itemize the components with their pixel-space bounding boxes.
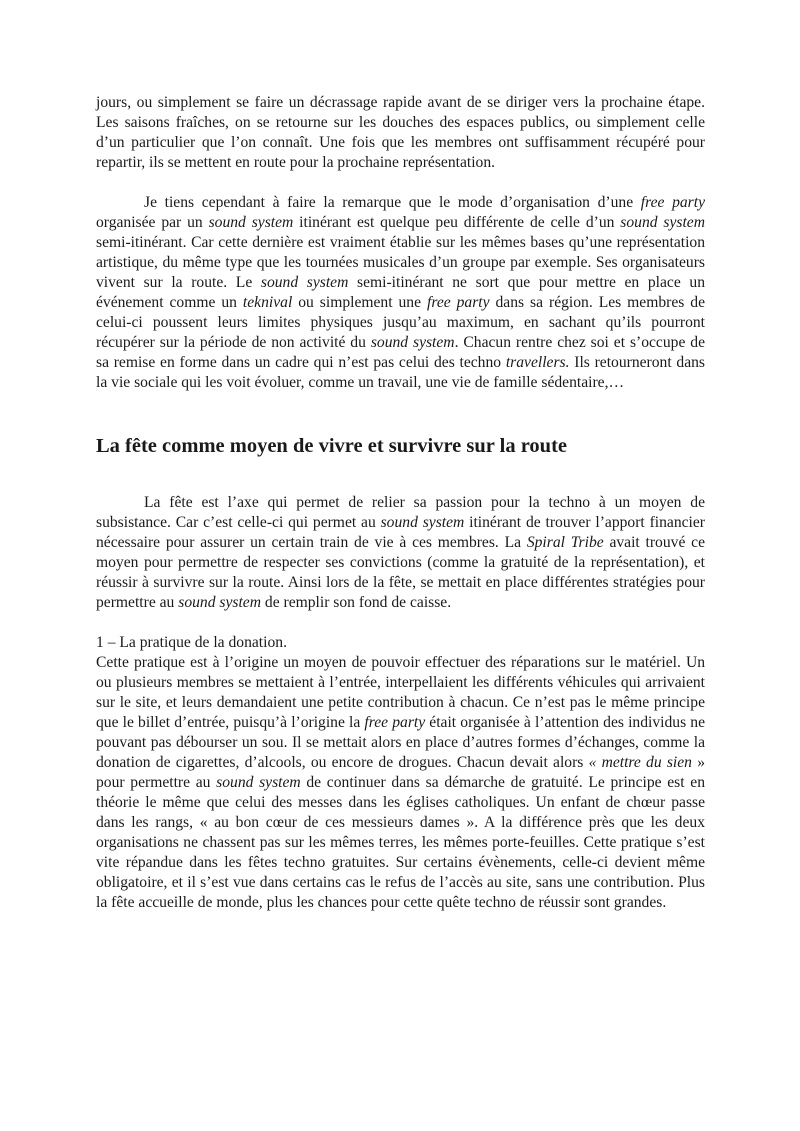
italic-term: teknival: [242, 294, 293, 311]
text-run: de continuer dans sa démarche de gratuité. Le principe est en théorie le même que celui des messes dans les églises catholiques. Un enfant de chœur passe dans les rangs, « au bon cœur de ces messieurs dames ». A la différence près que les deux organisations ne chassent pas sur les mêmes terres, les mêmes porte-feuilles. Cette pratique s’est vite répandue dans les fêtes techno gratuites. Sur certains évènements, celle-ci devient même obligatoire, et il s’est vue dans certains cas le refus de l’accès au site, sans une contribution. Plus la fête accueille de monde, plus les chances pour cette quête techno de réussir sont grandes.: [96, 774, 705, 911]
italic-term: sound system: [178, 594, 261, 611]
text-run: de remplir son fond de caisse.: [261, 594, 452, 611]
text-run: » pour permettre au: [96, 754, 705, 791]
text-run: dans sa région. Les membres de celui-ci poussent leurs limites physiques jusqu’au maximum, en sachant qu’ils pourront récupérer sur la période de non activité du: [96, 294, 706, 351]
text-run: itinérant est quelque peu différente de celle d’un: [293, 214, 621, 231]
italic-term: sound system: [260, 274, 349, 291]
text-run: itinérant de trouver l’apport financier nécessaire pour assurer un certain train de vie à ces membres. La: [96, 514, 705, 551]
italic-term: free party: [640, 194, 705, 211]
italic-term: sound system: [216, 774, 301, 791]
text-run: jours, ou simplement se faire un décrassage rapide avant de se diriger vers la prochaine étape. Les saisons fraîches, on se retourne sur les douches des espaces publics, ou simplement celle d’un particulier que l’on connaît. Une fois que les membres ont suffisamment récupéré pour repartir, ils se mettent en route pour la prochaine représentation.: [96, 94, 705, 171]
italic-term: sound system: [208, 214, 294, 231]
text-run: Ils retourneront dans la vie sociale qui les voit évoluer, comme un travail, une vie de famille sédentaire,…: [96, 354, 705, 391]
subsection-heading: 1 – La pratique de la donation.: [96, 634, 287, 651]
italic-term: Spiral Tribe: [526, 534, 604, 551]
italic-term: « mettre du sien: [588, 754, 692, 771]
paragraph-fete-subsistance: [96, 493, 705, 613]
text-run: semi-itinérant. Car cette dernière est vraiment établie sur les mêmes bases qu’une représentation artistique, du même type que les tournées musicales d’un groupe par exemple. Ses organisateurs vivent sur la route. Le: [96, 234, 705, 291]
text-run: . Chacun rentre chez soi et s’occupe de sa remise en forme dans un cadre qui n’est pas celui des techno: [96, 334, 705, 371]
italic-term: travellers.: [505, 354, 570, 371]
italic-term: sound system: [380, 514, 465, 531]
text-run: était organisée à l’attention des individus ne pouvant pas débourser un sou. Il se mettait alors en place d’autres formes d’échanges, comme la donation de cigarettes, d’alcools, ou encore de drogues. Chacun devait alors: [96, 714, 706, 771]
paragraph-organisation-remark: [96, 193, 705, 393]
paragraph-intro-continuation: [96, 93, 705, 173]
text-run: Cette pratique est à l’origine un moyen de pouvoir effectuer des réparations sur le matériel. Un ou plusieurs membres se mettaient à l’entrée, interpellaient les différents véhicules qui arrivaient sur le site, et leurs demandaient une petite contribution à chacun. Ce n’est pas le même principe que le billet d’entrée, puisqu’à l’origine la: [96, 654, 705, 731]
text-run: Je tiens cependant à faire la remarque que le mode d’organisation d’une: [144, 194, 641, 211]
italic-term: free party: [427, 294, 490, 311]
section-heading: La fête comme moyen de vivre et survivre sur la route: [96, 435, 568, 457]
paragraph-donation-practice: [96, 653, 705, 913]
text-run: organisée par un: [96, 214, 209, 231]
italic-term: sound system: [620, 214, 705, 231]
text-run: semi-itinérant ne sort que pour mettre en place un événement comme un: [96, 274, 705, 311]
italic-term: free party: [364, 714, 426, 731]
text-run: ou simplement une: [292, 294, 427, 311]
italic-term: sound system: [370, 334, 455, 351]
text-run: avait trouvé ce moyen pour permettre de respecter ses convictions (comme la gratuité de la représentation), et réussir à survivre sur la route. Ainsi lors de la fête, se mettait en place différentes stratégies pour permettre au: [96, 534, 705, 611]
document-page: [96, 93, 705, 913]
text-run: La fête est l’axe qui permet de relier sa passion pour la techno à un moyen de subsistance. Car c’est celle-ci qui permet au: [96, 494, 705, 531]
